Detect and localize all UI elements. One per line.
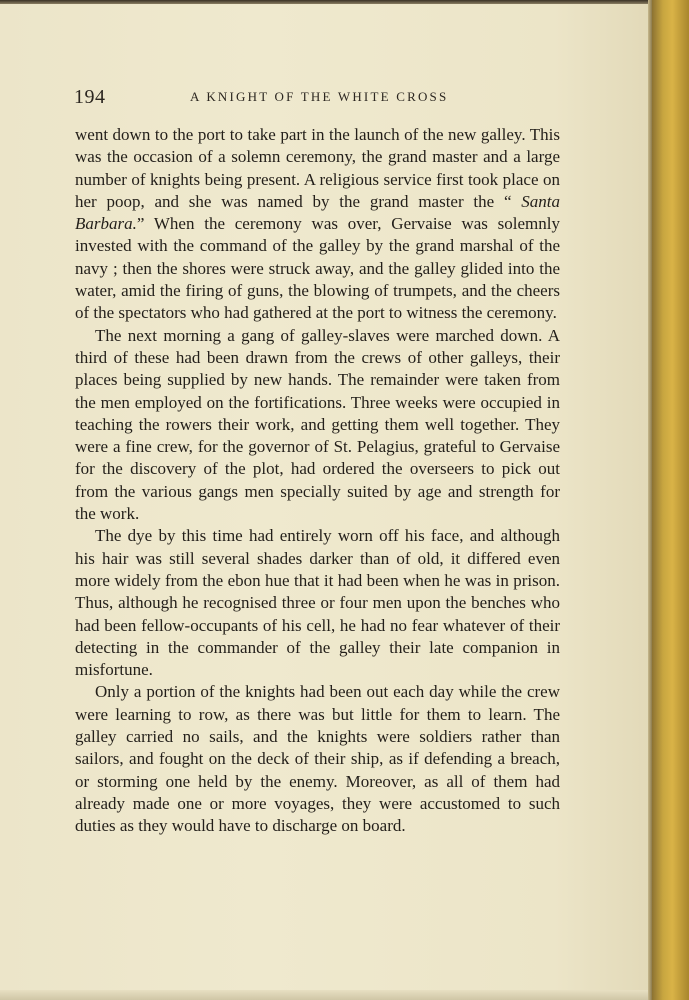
paragraph-1 <box>75 124 560 325</box>
paragraph-1-text-after: ” When the ceremony was over, Gervaise was solemnly invested with the command of the galley by the grand marshal of the navy ; then the shores were struck away, and the galley glided into the water, amid the firing of guns, the blowing of trumpets, and the cheers of the spectators who had gathered at the port to witness the ceremony. <box>75 214 560 323</box>
body-text <box>75 124 560 838</box>
running-head: A KNIGHT OF THE WHITE CROSS <box>190 89 449 104</box>
page-top-edge <box>0 0 652 4</box>
paragraph-2: The next morning a gang of galley-slaves were marched down. A third of these had been drawn from the crews of other galleys, their places being supplied by new hands. The remainder were taken from the men employed on the fortifications. Three weeks were occupied in teaching the rowers their work, and getting them well together. They were a fine crew, for the governor of St. Pelagius, grateful to Gervaise for the discovery of the plot, had ordered the overseers to pick out from the various gangs men specially suited by age and strength for the work. <box>75 325 560 524</box>
ship-name: Santa Barbara. <box>75 191 560 234</box>
paragraph-4: Only a portion of the knights had been out each day while the crew were learning to row, as there was but little for them to learn. The galley carried no sails, and the knights were soldiers rather than sailors, and fought on the deck of their ship, as if defending a breach, or storming one held by the enemy. Moreover, as all of them had already made one or more voyages, they were accustomed to such duties as they would have to discharge on board. <box>75 682 560 836</box>
paragraph-1-text-before: went down to the port to take part in the launch of the new galley. This was the occasion of a solemn ceremony, the grand master and a large number of knights being present. A religious service first took place on her poop, and she was named by the grand master the “ <box>75 125 560 211</box>
paragraph-3: The dye by this time had entirely worn off his face, and although his hair was still several shades darker than of old, it differed even more widely from the ebon hue that it had been when he was in prison. Thus, although he recognised three or four men upon the benches who had been fellow-occupants of his cell, he had no fear whatever of their detecting in the commander of the galley their late companion in misfortune. <box>75 526 560 680</box>
page-header <box>74 86 564 110</box>
page-number: 194 <box>74 86 106 108</box>
book-spine <box>652 0 689 1000</box>
page-bottom-edge <box>0 990 652 1000</box>
